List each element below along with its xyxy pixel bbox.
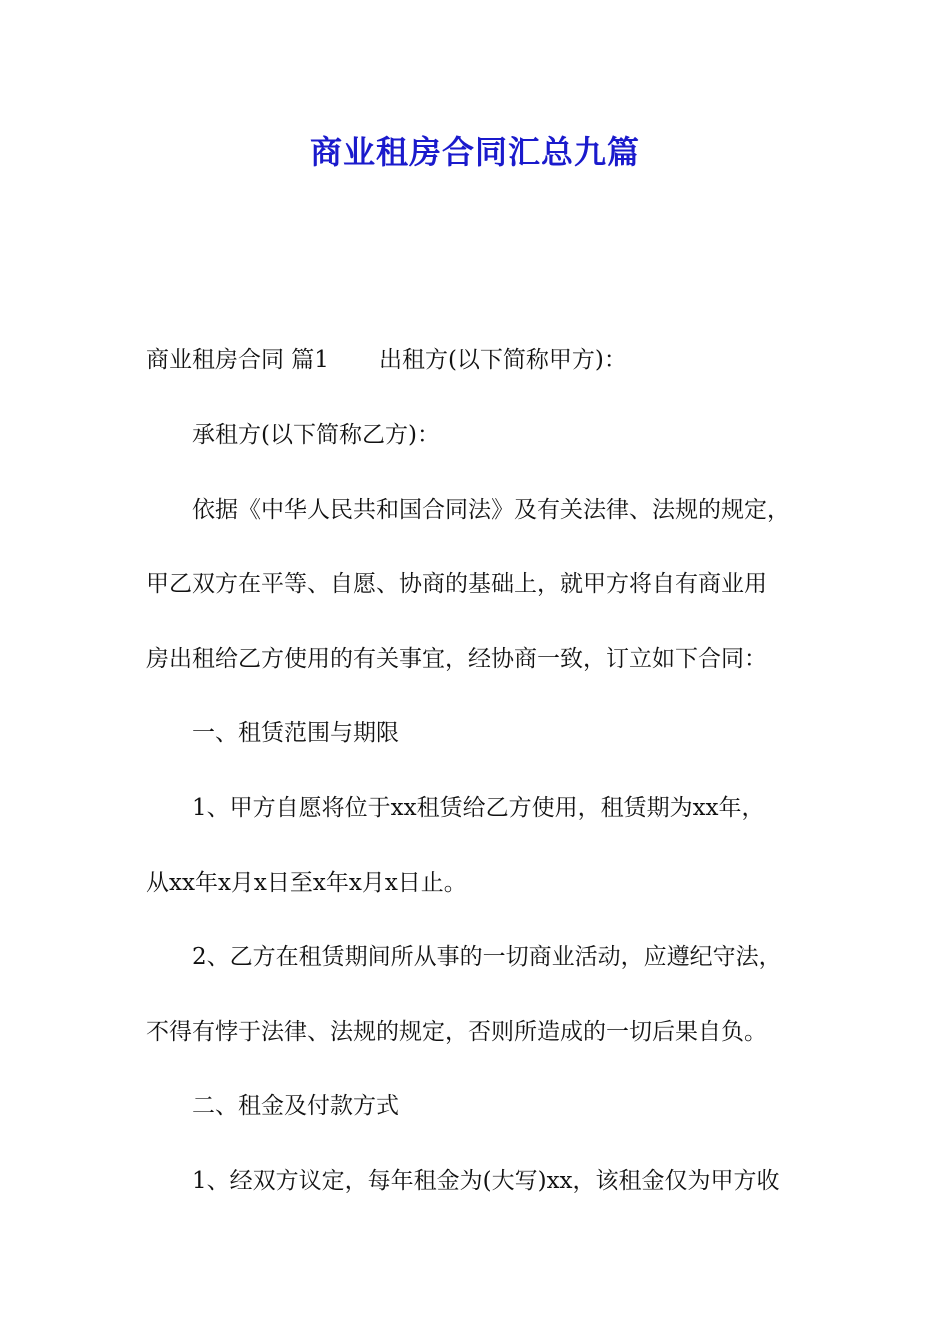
document-title: 商业租房合同汇总九篇 [309,133,640,171]
lessee-line: 承租方(以下简称乙方)： [192,422,440,448]
section-label: 商业租房合同 篇1 [146,347,329,373]
paragraph-line: 不得有悖于法律、法规的规定，否则所造成的一切后果自负。 [146,1019,767,1045]
paragraph-line: 依据《中华人民共和国合同法》及有关法律、法规的规定， [192,497,790,523]
section-heading-line [146,342,627,378]
lessor-line: 出租方(以下简称甲方)： [378,347,627,373]
paragraph-line: 房出租给乙方使用的有关事宜，经协商一致，订立如下合同： [146,646,767,672]
paragraph-line: 1、甲方自愿将位于xx租赁给乙方使用，租赁期为xx年， [192,795,765,821]
paragraph-line: 甲乙双方在平等、自愿、协商的基础上，就甲方将自有商业用 [146,571,767,597]
paragraph-line: 从xx年x月x日至x年x月x日止。 [146,870,467,896]
clause-heading: 二、租金及付款方式 [192,1093,399,1119]
paragraph-line: 2、乙方在租赁期间所从事的一切商业活动，应遵纪守法， [192,944,782,970]
paragraph-line: 1、经双方议定，每年租金为(大写)xx，该租金仅为甲方收 [192,1168,780,1194]
clause-heading: 一、租赁范围与期限 [192,720,399,746]
